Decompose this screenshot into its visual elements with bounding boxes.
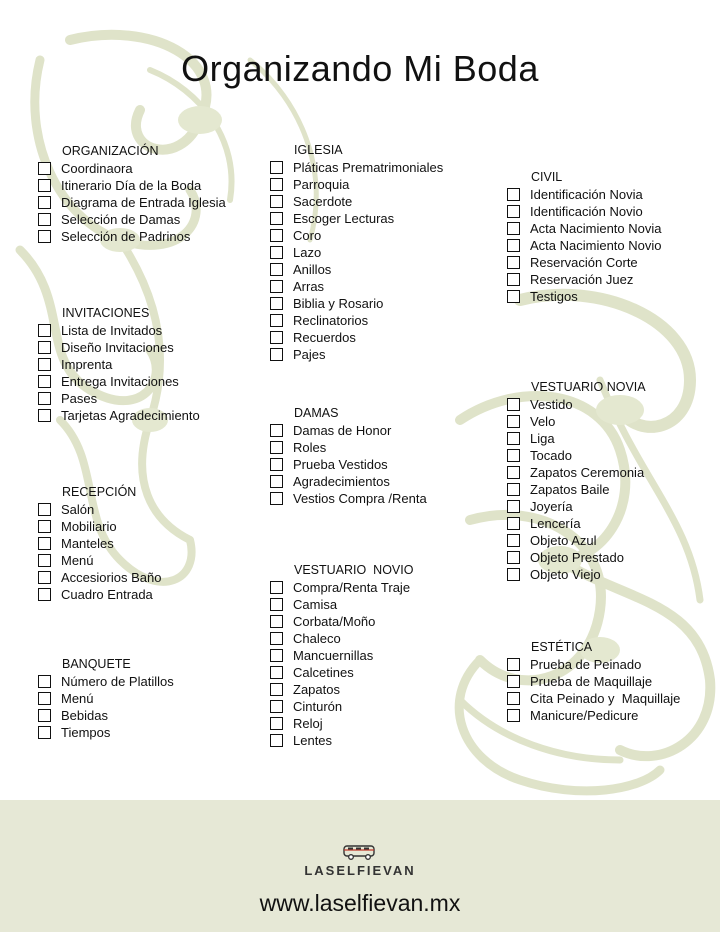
checklist-item[interactable]	[270, 647, 413, 664]
checklist-item[interactable]	[270, 613, 413, 630]
checklist-item[interactable]	[38, 673, 174, 690]
section-estetica	[507, 639, 680, 724]
item-label: Prueba de Maquillaje	[530, 674, 653, 689]
item-label: Menú	[61, 553, 94, 568]
checkbox[interactable]	[507, 517, 520, 530]
checklist-item[interactable]	[38, 390, 200, 407]
checkbox[interactable]	[507, 432, 520, 445]
section-vestuario-novio	[270, 562, 413, 749]
checkbox[interactable]	[38, 392, 51, 405]
item-label: Menú	[61, 691, 94, 706]
checkbox[interactable]	[270, 314, 283, 327]
item-label: Testigos	[530, 289, 578, 304]
item-label: Prueba de Peinado	[530, 657, 642, 672]
item-label: Selección de Damas	[61, 212, 181, 227]
checklist-item[interactable]	[507, 220, 662, 237]
checkbox[interactable]	[270, 717, 283, 730]
checklist-item[interactable]	[507, 254, 662, 271]
item-label: Número de Platillos	[61, 674, 174, 689]
item-label: Lazo	[293, 245, 322, 260]
item-label: Reservación Juez	[530, 272, 634, 287]
item-label: Camisa	[293, 597, 338, 612]
item-label: Zapatos Ceremonia	[530, 465, 645, 480]
checkbox[interactable]	[38, 375, 51, 388]
item-label: Parroquia	[293, 177, 350, 192]
checklist-item[interactable]	[38, 724, 174, 741]
checkbox[interactable]	[507, 500, 520, 513]
checkbox[interactable]	[38, 709, 51, 722]
checklist-item[interactable]	[507, 566, 646, 583]
checklist-item[interactable]	[38, 356, 200, 373]
brand-name-prefix: LASELFIE	[304, 863, 384, 878]
checkbox[interactable]	[270, 263, 283, 276]
checkbox[interactable]	[507, 675, 520, 688]
checklist-item[interactable]	[507, 673, 680, 690]
checkbox[interactable]	[38, 162, 51, 175]
checklist-item[interactable]	[270, 490, 427, 507]
checklist-item[interactable]	[507, 396, 646, 413]
checkbox[interactable]	[507, 466, 520, 479]
checkbox[interactable]	[507, 483, 520, 496]
brand-name-suffix: VAN	[383, 863, 416, 878]
item-label: Zapatos	[293, 682, 340, 697]
checkbox[interactable]	[507, 398, 520, 411]
checklist-item[interactable]	[270, 278, 443, 295]
checklist-item[interactable]	[270, 295, 443, 312]
item-label: Reloj	[293, 716, 323, 731]
section-recepcion	[38, 484, 161, 603]
checklist-item[interactable]	[270, 439, 427, 456]
checkbox[interactable]	[38, 588, 51, 601]
checklist-item[interactable]	[270, 159, 443, 176]
section-title: ESTÉTICA	[531, 640, 593, 654]
checkbox[interactable]	[507, 256, 520, 269]
section-title: VESTUARIO NOVIO	[294, 563, 414, 577]
checkbox[interactable]	[507, 239, 520, 252]
checkbox[interactable]	[270, 615, 283, 628]
item-label: Tarjetas Agradecimiento	[61, 408, 200, 423]
checklist-item[interactable]	[507, 515, 646, 532]
item-label: Calcetines	[293, 665, 354, 680]
item-label: Objeto Viejo	[530, 567, 601, 582]
checklist-item[interactable]	[270, 227, 443, 244]
checklist-item[interactable]	[507, 271, 662, 288]
checkbox[interactable]	[38, 213, 51, 226]
checkbox[interactable]	[38, 726, 51, 739]
checkbox[interactable]	[507, 551, 520, 564]
checkbox[interactable]	[507, 534, 520, 547]
checkbox[interactable]	[507, 290, 520, 303]
item-label: Agradecimientos	[293, 474, 390, 489]
checkbox[interactable]	[507, 273, 520, 286]
item-label: Sacerdote	[293, 194, 353, 209]
item-label: Identificación Novia	[530, 187, 643, 202]
item-label: Identificación Novio	[530, 204, 643, 219]
checkbox[interactable]	[38, 571, 51, 584]
checkbox[interactable]	[38, 358, 51, 371]
checklist-item[interactable]	[270, 346, 443, 363]
checklist-item[interactable]	[507, 481, 646, 498]
item-label: Cuadro Entrada	[61, 587, 153, 602]
section-title: ORGANIZACIÓN	[62, 144, 159, 158]
checklist-item[interactable]	[38, 177, 226, 194]
item-label: Joyería	[530, 499, 573, 514]
item-label: Roles	[293, 440, 327, 455]
section-invitaciones	[38, 305, 200, 424]
checklist-item[interactable]	[507, 203, 662, 220]
checkbox[interactable]	[507, 188, 520, 201]
checkbox[interactable]	[38, 503, 51, 516]
checklist-item[interactable]	[38, 373, 200, 390]
checklist-item[interactable]	[38, 339, 200, 356]
item-label: Velo	[530, 414, 556, 429]
item-label: Objeto Azul	[530, 533, 597, 548]
section-title: CIVIL	[531, 170, 563, 184]
checklist-item[interactable]	[507, 498, 646, 515]
checkbox[interactable]	[270, 666, 283, 679]
item-label: Chaleco	[293, 631, 341, 646]
item-label: Lentes	[293, 733, 333, 748]
item-label: Pases	[61, 391, 98, 406]
checkbox[interactable]	[270, 424, 283, 437]
item-label: Salón	[61, 502, 95, 517]
checkbox[interactable]	[270, 297, 283, 310]
checklist-item[interactable]	[270, 456, 427, 473]
section-title: DAMAS	[294, 406, 339, 420]
brand-name	[0, 863, 720, 878]
checkbox[interactable]	[270, 280, 283, 293]
item-label: Acta Nacimiento Novia	[530, 221, 662, 236]
checklist-item[interactable]	[270, 579, 413, 596]
item-label: Vestios Compra /Renta	[293, 491, 427, 506]
checkbox[interactable]	[507, 205, 520, 218]
checkbox[interactable]	[38, 537, 51, 550]
checkbox[interactable]	[270, 246, 283, 259]
item-label: Vestido	[530, 397, 573, 412]
item-label: Coordinaora	[61, 161, 133, 176]
checkbox[interactable]	[38, 409, 51, 422]
item-label: Objeto Prestado	[530, 550, 624, 565]
checklist-item[interactable]	[38, 160, 226, 177]
checkbox[interactable]	[38, 179, 51, 192]
checklist-item[interactable]	[270, 681, 413, 698]
checklist-item[interactable]	[38, 194, 226, 211]
section-title: VESTUARIO NOVIA	[531, 380, 646, 394]
item-label: Selección de Padrinos	[61, 229, 191, 244]
checkbox[interactable]	[270, 331, 283, 344]
checklist-item[interactable]	[38, 569, 161, 586]
checkbox[interactable]	[38, 692, 51, 705]
checklist-item[interactable]	[270, 329, 443, 346]
item-label: Itinerario Día de la Boda	[61, 178, 202, 193]
checklist-item[interactable]	[270, 312, 443, 329]
checklist-item[interactable]	[507, 690, 680, 707]
checkbox[interactable]	[270, 212, 283, 225]
checklist-item[interactable]	[507, 532, 646, 549]
item-label: Liga	[530, 431, 555, 446]
checklist-item[interactable]	[38, 518, 161, 535]
section-civil	[507, 169, 662, 305]
item-label: Anillos	[293, 262, 332, 277]
brand-logo	[0, 843, 720, 878]
checkbox[interactable]	[507, 709, 520, 722]
item-label: Accesiorios Baño	[61, 570, 162, 585]
checklist-item[interactable]	[38, 707, 174, 724]
checkbox[interactable]	[270, 598, 283, 611]
item-label: Mancuernillas	[293, 648, 374, 663]
item-label: Cita Peinado y Maquillaje	[530, 691, 681, 706]
checkbox[interactable]	[38, 324, 51, 337]
checklist-item[interactable]	[507, 237, 662, 254]
checklist-item[interactable]	[270, 715, 413, 732]
item-label: Reservación Corte	[530, 255, 638, 270]
checklist-item[interactable]	[270, 422, 427, 439]
item-label: Coro	[293, 228, 322, 243]
section-damas	[270, 405, 427, 507]
checklist-item[interactable]	[507, 549, 646, 566]
checklist-item[interactable]	[38, 690, 174, 707]
checklist-item[interactable]	[38, 552, 161, 569]
checkbox[interactable]	[270, 581, 283, 594]
checkbox[interactable]	[507, 692, 520, 705]
item-label: Compra/Renta Traje	[293, 580, 411, 595]
checklist-item[interactable]	[270, 732, 413, 749]
checklist-item[interactable]	[507, 707, 680, 724]
checklist-item[interactable]	[270, 210, 443, 227]
checkbox[interactable]	[270, 178, 283, 191]
page-title: Organizando Mi Boda	[181, 48, 539, 89]
section-title: BANQUETE	[62, 657, 131, 671]
item-label: Diagrama de Entrada Iglesia	[61, 195, 226, 210]
checkbox[interactable]	[270, 229, 283, 242]
item-label: Imprenta	[61, 357, 113, 372]
checkbox[interactable]	[270, 475, 283, 488]
checkbox[interactable]	[507, 449, 520, 462]
item-label: Pláticas Prematrimoniales	[293, 160, 444, 175]
checklist-item[interactable]	[507, 447, 646, 464]
item-label: Escoger Lecturas	[293, 211, 395, 226]
item-label: Lista de Invitados	[61, 323, 163, 338]
item-label: Biblia y Rosario	[293, 296, 384, 311]
checkbox[interactable]	[270, 632, 283, 645]
item-label: Acta Nacimiento Novio	[530, 238, 662, 253]
checkbox[interactable]	[38, 675, 51, 688]
checklist-item[interactable]	[38, 501, 161, 518]
checklist-item[interactable]	[507, 464, 646, 481]
checklist-item[interactable]	[270, 664, 413, 681]
checklist-item[interactable]	[507, 288, 662, 305]
item-label: Tocado	[530, 448, 572, 463]
checkbox[interactable]	[507, 568, 520, 581]
checkbox[interactable]	[270, 195, 283, 208]
checklist-item[interactable]	[507, 656, 680, 673]
website-url: www.laselfievan.mx	[259, 890, 461, 916]
checkbox[interactable]	[38, 554, 51, 567]
checkbox[interactable]	[270, 458, 283, 471]
item-label: Arras	[293, 279, 325, 294]
checkbox[interactable]	[270, 441, 283, 454]
item-label: Cinturón	[293, 699, 343, 714]
checklist-item[interactable]	[38, 586, 161, 603]
checklist-item[interactable]	[38, 322, 200, 339]
checklist-item[interactable]	[507, 430, 646, 447]
checkbox[interactable]	[270, 734, 283, 747]
section-banquete	[38, 656, 174, 741]
checklist-item[interactable]	[270, 596, 413, 613]
item-label: Tiempos	[61, 725, 111, 740]
checklist-item[interactable]	[38, 535, 161, 552]
checkbox[interactable]	[38, 341, 51, 354]
item-label: Zapatos Baile	[530, 482, 610, 497]
checklist-item[interactable]	[270, 244, 443, 261]
item-label: Pajes	[293, 347, 326, 362]
checklist-item[interactable]	[270, 193, 443, 210]
section-organizacion	[38, 143, 226, 245]
van-icon	[342, 843, 378, 861]
checkbox[interactable]	[507, 222, 520, 235]
checklist-item[interactable]	[38, 228, 226, 245]
checkbox[interactable]	[270, 649, 283, 662]
checkbox[interactable]	[270, 492, 283, 505]
checklist-item[interactable]	[38, 407, 200, 424]
item-label: Manteles	[61, 536, 114, 551]
item-label: Damas de Honor	[293, 423, 392, 438]
checklist-item[interactable]	[270, 473, 427, 490]
item-label: Lencería	[530, 516, 581, 531]
checkbox[interactable]	[38, 230, 51, 243]
checklist-item[interactable]	[507, 186, 662, 203]
item-label: Corbata/Moño	[293, 614, 376, 629]
section-title: INVITACIONES	[62, 306, 150, 320]
item-label: Entrega Invitaciones	[61, 374, 179, 389]
checklist-item[interactable]	[270, 261, 443, 278]
item-label: Mobiliario	[61, 519, 117, 534]
checklist-item[interactable]	[38, 211, 226, 228]
item-label: Bebidas	[61, 708, 108, 723]
item-label: Recuerdos	[293, 330, 356, 345]
section-vestuario-novia	[507, 379, 646, 583]
checkbox[interactable]	[270, 161, 283, 174]
checkbox[interactable]	[507, 658, 520, 671]
checkbox[interactable]	[270, 700, 283, 713]
item-label: Manicure/Pedicure	[530, 708, 639, 723]
item-label: Diseño Invitaciones	[61, 340, 174, 355]
section-iglesia	[270, 142, 443, 363]
checklist-item[interactable]	[270, 630, 413, 647]
checklist-item[interactable]	[270, 698, 413, 715]
checkbox[interactable]	[507, 415, 520, 428]
checkbox[interactable]	[270, 348, 283, 361]
section-title: IGLESIA	[294, 143, 343, 157]
section-title: RECEPCIÓN	[62, 485, 137, 499]
checklist-item[interactable]	[270, 176, 443, 193]
checkbox[interactable]	[38, 196, 51, 209]
checkbox[interactable]	[270, 683, 283, 696]
item-label: Prueba Vestidos	[293, 457, 388, 472]
checklist-item[interactable]	[507, 413, 646, 430]
checkbox[interactable]	[38, 520, 51, 533]
item-label: Reclinatorios	[293, 313, 369, 328]
